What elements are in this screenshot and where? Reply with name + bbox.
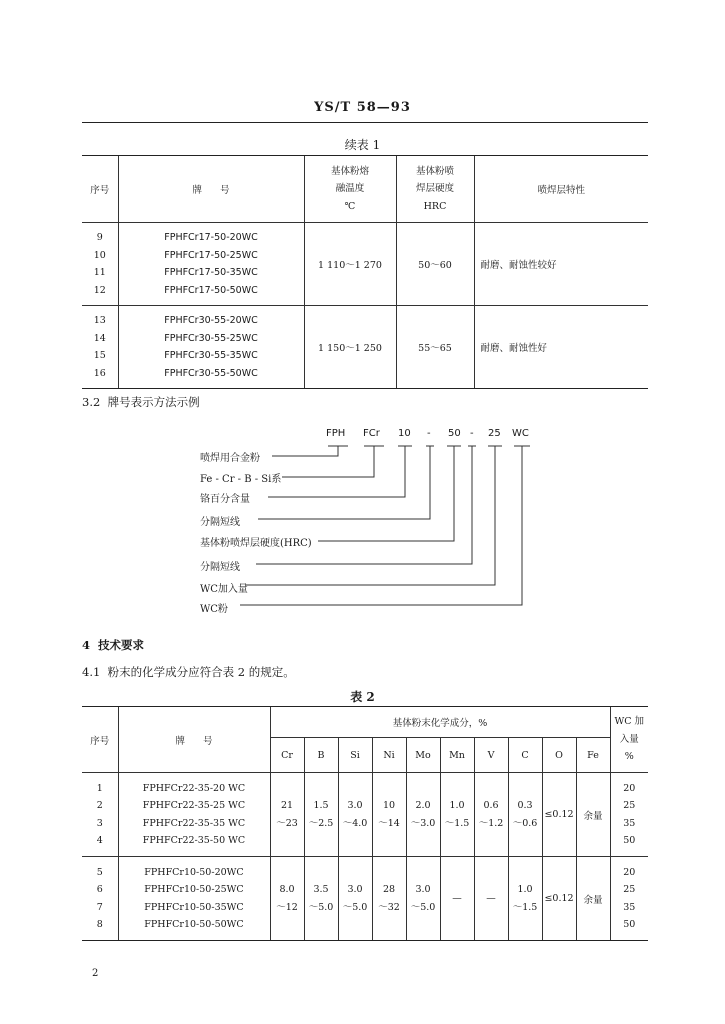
code-part-cr: 10: [398, 428, 411, 439]
table1-col-prop: 喷焊层特性: [474, 156, 648, 223]
page-number: 2: [92, 968, 99, 979]
table1-prop: 耐磨、耐蚀性较好: [474, 223, 648, 306]
element-mo: Mo: [406, 738, 440, 773]
table2-wc-values: 20 25 35 50: [610, 857, 648, 941]
label-separator-2: 分隔短线: [200, 562, 240, 573]
element-fe: Fe: [576, 738, 610, 773]
element-b: B: [304, 738, 338, 773]
table2-nos: 1 2 3 4: [82, 773, 118, 857]
leader-line-dash1: [258, 446, 434, 519]
table1-col-no: 序号: [82, 156, 118, 223]
table2-header-row-1: [82, 707, 648, 738]
label-spray-alloy: 喷焊用合金粉: [200, 453, 260, 464]
label-hardness: 基体粉喷焊层硬度(HRC): [200, 538, 312, 549]
label-separator-1: 分隔短线: [200, 517, 240, 528]
leader-line-fph: [272, 446, 348, 456]
table2-row-group: [82, 857, 648, 941]
value-o: ≤0.12: [542, 857, 576, 941]
label-fe-cr-b-si: Fe - Cr - B - Si系: [200, 474, 282, 485]
table2-nos: 5 6 7 8: [82, 857, 118, 941]
value-b: 1.5 ～2.5: [304, 773, 338, 857]
value-mo: 3.0 ～5.0: [406, 857, 440, 941]
table1-col-hard: 基体粉喷 焊层硬度 HRC: [396, 156, 474, 223]
table1-nos: 9 10 11 12: [82, 223, 118, 306]
leader-line-hrc: [318, 446, 461, 541]
table2-row-group: [82, 773, 648, 857]
table1-nos: 13 14 15 16: [82, 306, 118, 389]
label-cr-content: 铬百分含量: [200, 494, 250, 505]
code-part-hrc: 50: [448, 428, 461, 439]
table1-grades: FPHFCr30-55-20WC FPHFCr30-55-25WC FPHFCr30-55-35WC FPHFCr30-55-50WC: [118, 306, 304, 389]
element-mn: Mn: [440, 738, 474, 773]
table1-col-temp: 基体粉熔 融温度 ℃: [304, 156, 396, 223]
table1-grades: FPHFCr17-50-20WC FPHFCr17-50-25WC FPHFCr17-50-35WC FPHFCr17-50-50WC: [118, 223, 304, 306]
document-code: YS/T 58—93: [314, 100, 411, 115]
table2-col-grade: 牌 号: [118, 707, 270, 773]
element-si: Si: [338, 738, 372, 773]
value-c: 0.3 ～0.6: [508, 773, 542, 857]
leader-line-cr: [268, 446, 412, 497]
table1-caption: 续表 1: [344, 138, 381, 152]
value-cr: 8.0 ～12: [270, 857, 304, 941]
value-fe: 余量: [576, 857, 610, 941]
leader-line-wc: [240, 446, 530, 605]
value-v: 0.6 ～1.2: [474, 773, 508, 857]
section-3-2-title: 3.2 牌号表示方法示例: [82, 395, 200, 409]
value-si: 3.0 ～5.0: [338, 857, 372, 941]
value-mn: 1.0 ～1.5: [440, 773, 474, 857]
table2-grades: FPHFCr22-35-20 WC FPHFCr22-35-25 WC FPHFCr22-35-35 WC FPHFCr22-35-50 WC: [118, 773, 270, 857]
table2-wc-values: 20 25 35 50: [610, 773, 648, 857]
table1-prop: 耐磨、耐蚀性好: [474, 306, 648, 389]
label-wc-amount: WC加入量: [200, 584, 248, 595]
value-fe: 余量: [576, 773, 610, 857]
value-si: 3.0 ～4.0: [338, 773, 372, 857]
value-o: ≤0.12: [542, 773, 576, 857]
value-c: 1.0 ～1.5: [508, 857, 542, 941]
value-ni: 10 ～14: [372, 773, 406, 857]
table2-col-no: 序号: [82, 707, 118, 773]
code-part-dash1: -: [427, 428, 431, 439]
table2-composition-header: 基体粉末化学成分，%: [270, 707, 610, 738]
code-part-wc: WC: [512, 428, 529, 439]
code-part-wc-amount: 25: [488, 428, 501, 439]
code-part-fph: FPH: [326, 428, 346, 439]
element-c: C: [508, 738, 542, 773]
table1-temp: 1 150～1 250: [304, 306, 396, 389]
code-part-dash2: -: [470, 428, 474, 439]
table1-hard: 55～65: [396, 306, 474, 389]
value-ni: 28 ～32: [372, 857, 406, 941]
section-4-title: 4 技术要求: [82, 638, 145, 652]
table1-temp: 1 110～1 270: [304, 223, 396, 306]
leader-line-dash2: [256, 446, 476, 564]
value-mo: 2.0 ～3.0: [406, 773, 440, 857]
table2: [82, 706, 648, 941]
table2-col-wc: WC 加 入量 %: [610, 707, 648, 773]
element-cr: Cr: [270, 738, 304, 773]
element-ni: Ni: [372, 738, 406, 773]
table2-caption: 表 2: [350, 690, 375, 704]
code-part-fcr: FCr: [363, 428, 380, 439]
value-mn: —: [440, 857, 474, 941]
value-cr: 21 ～23: [270, 773, 304, 857]
value-b: 3.5 ～5.0: [304, 857, 338, 941]
table1-hard: 50～60: [396, 223, 474, 306]
value-v: —: [474, 857, 508, 941]
leader-line-fcr: [282, 446, 384, 477]
element-v: V: [474, 738, 508, 773]
table1-col-grade: 牌 号: [118, 156, 304, 223]
element-o: O: [542, 738, 576, 773]
table2-grades: FPHFCr10-50-20WC FPHFCr10-50-25WC FPHFCr10-50-35WC FPHFCr10-50-50WC: [118, 857, 270, 941]
label-wc-powder: WC粉: [200, 604, 228, 615]
section-4-1-text: 4.1 粉末的化学成分应符合表 2 的规定。: [82, 665, 295, 679]
